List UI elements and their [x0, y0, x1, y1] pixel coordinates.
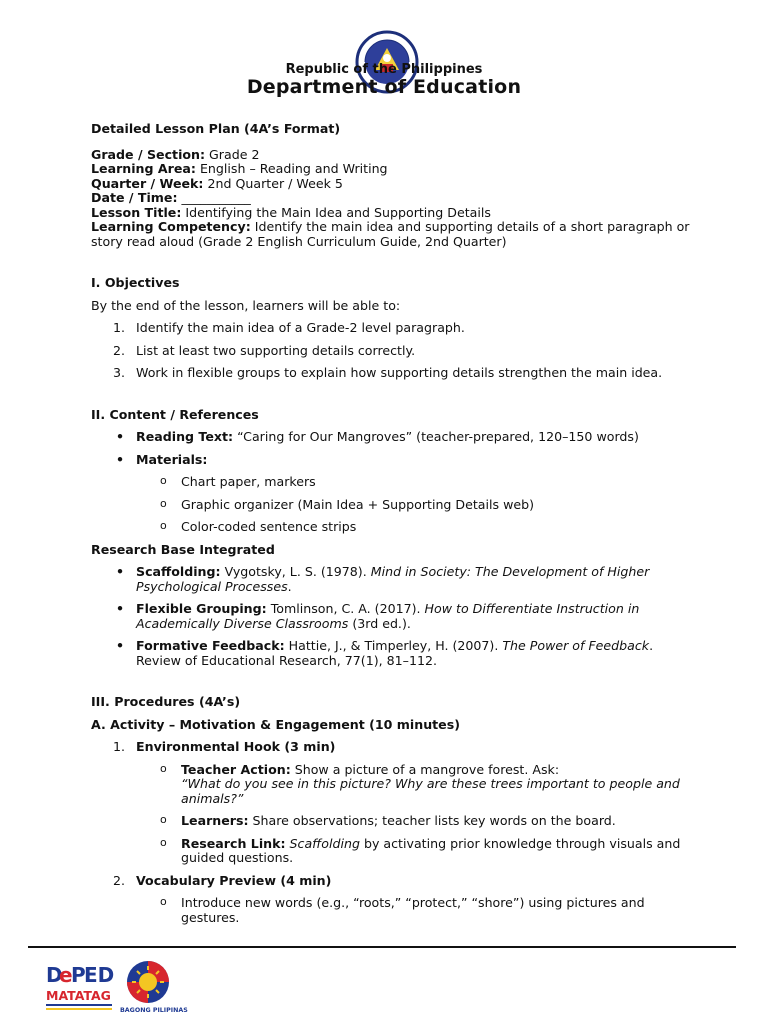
circle-bullet-icon: o [160, 813, 167, 826]
citation-title: Mind in Society: The Development of Higher Psychological Processes [136, 564, 650, 594]
list-item [91, 602, 691, 631]
step-vocabulary-preview [91, 874, 691, 926]
item-text: . Review of Educational Research, 77(1), 81–112. [136, 638, 654, 668]
svg-text:P: P [71, 963, 86, 987]
item-text: Hattie, J., & Timperley, H. (2007). [284, 638, 503, 653]
circle-bullet-icon: o [160, 496, 167, 510]
svg-text:BAGONG PILIPINAS: BAGONG PILIPINAS [120, 1007, 188, 1014]
materials-list [136, 475, 691, 535]
objectives-heading: I. Objectives [91, 275, 180, 290]
research-heading: Research Base Integrated [91, 541, 275, 557]
item-label: Research Link: [181, 835, 286, 851]
meta-value: English – Reading and Writing [195, 161, 388, 176]
research-list [91, 565, 691, 668]
bullet-icon: • [116, 429, 125, 444]
footer-divider [28, 946, 736, 948]
bullet-icon: • [116, 564, 125, 579]
plan-title: Detailed Lesson Plan (4A’s Format) [91, 121, 341, 136]
item-emphasis: Scaffolding [289, 835, 360, 851]
bullet-icon: • [116, 601, 125, 616]
meta-value: Identifying the Main Idea and Supporting Details [181, 204, 491, 220]
meta-label: Grade / Section: [91, 146, 206, 162]
circle-bullet-icon: o [160, 761, 167, 775]
svg-text:MATATAG: MATATAG [46, 988, 111, 1003]
objectives-intro: By the end of the lesson, learners will be able to: [91, 297, 401, 313]
item-label: Scaffolding: [136, 564, 221, 579]
department-heading: Department of Education [246, 76, 522, 98]
item-text: Identify the main idea of a Grade-2 level paragraph. [136, 320, 465, 335]
step-title: Vocabulary Preview (4 min) [136, 872, 332, 888]
step-details [136, 763, 691, 866]
list-item-materials [91, 453, 691, 535]
bullet-icon: • [116, 638, 125, 653]
republic-heading: Republic of the Philippines [285, 62, 483, 77]
lesson-plan-body [91, 122, 691, 933]
item-number: 1. [113, 320, 126, 335]
circle-bullet-icon: o [160, 895, 167, 908]
objectives-list [91, 321, 691, 381]
list-item [136, 837, 691, 866]
item-text: (3rd ed.). [348, 615, 411, 631]
item-text: Chart paper, markers [181, 474, 316, 489]
meta-label: Date / Time: [91, 190, 178, 205]
content-heading: II. Content / References [91, 406, 259, 422]
item-text: Share observations; teacher lists key words on the board. [248, 813, 616, 828]
item-text: Work in flexible groups to explain how supporting details strengthen the main idea. [136, 365, 663, 380]
list-item [91, 565, 691, 594]
meta-label: Learning Area: [91, 161, 196, 176]
item-label: Materials: [136, 451, 208, 467]
item-text: Vygotsky, L. S. (1978). [220, 564, 371, 579]
item-number: 2. [113, 872, 126, 888]
list-item [136, 896, 691, 925]
meta-date-time [91, 191, 691, 206]
list-item [136, 520, 691, 535]
item-label: Formative Feedback: [136, 638, 285, 653]
list-item [136, 475, 691, 490]
content-list [91, 430, 691, 535]
svg-text:e: e [59, 963, 73, 987]
list-item [136, 814, 691, 829]
svg-text:ED: ED [84, 963, 115, 987]
procedures-heading: III. Procedures (4A’s) [91, 694, 241, 709]
bagong-pilipinas-logo [118, 958, 190, 1014]
meta-value: Grade 2 [205, 146, 260, 162]
item-text: List at least two supporting details correctly. [136, 342, 416, 358]
item-text: by activating prior knowledge through visuals and guided questions. [181, 835, 681, 865]
list-item-reading-text [91, 430, 691, 445]
list-item [136, 498, 691, 513]
meta-label: Lesson Title: [91, 204, 182, 220]
item-text: . [287, 578, 292, 594]
item-label: Learners: [181, 813, 249, 828]
circle-bullet-icon: o [160, 474, 167, 487]
meta-block [91, 148, 691, 250]
procedure-steps [91, 740, 691, 925]
list-item [91, 344, 691, 359]
item-text: Show a picture of a mangrove forest. Ask: [290, 761, 560, 777]
item-text: Color-coded sentence strips [181, 519, 357, 534]
meta-label: Learning Competency: [91, 219, 251, 234]
list-item [91, 321, 691, 336]
list-item [91, 639, 691, 668]
item-label: Reading Text: [136, 429, 234, 444]
item-number: 2. [113, 342, 126, 358]
meta-label: Quarter / Week: [91, 175, 204, 191]
step-details [136, 896, 691, 925]
item-text: Tomlinson, C. A. (2017). [266, 601, 425, 616]
deped-matatag-logo [40, 958, 120, 1014]
meta-value: Identify the main idea and supporting details of a short paragraph or story read aloud (Grade 2 English Curriculum Guide, 2nd Quarter) [91, 219, 690, 249]
list-item [136, 763, 691, 807]
item-text: Graphic organizer (Main Idea + Supporting Details web) [181, 496, 535, 512]
item-number: 3. [113, 365, 126, 380]
item-number: 1. [113, 739, 126, 754]
step-environmental-hook [91, 740, 691, 866]
list-item [91, 366, 691, 381]
item-label: Flexible Grouping: [136, 601, 267, 616]
citation-title: The Power of Feedback [502, 638, 650, 653]
meta-value: ___________ [177, 190, 251, 205]
meta-lesson-title [91, 206, 691, 221]
meta-grade-section [91, 148, 691, 163]
activity-heading: A. Activity – Motivation & Engagement (10 minutes) [91, 716, 460, 732]
circle-bullet-icon: o [160, 519, 167, 532]
meta-quarter-week [91, 177, 691, 192]
meta-learning-competency [91, 220, 691, 249]
teacher-question: “What do you see in this picture? Why are these trees important to people and animals?” [181, 776, 680, 806]
step-title: Environmental Hook (3 min) [136, 739, 336, 754]
meta-learning-area [91, 162, 691, 177]
meta-value: 2nd Quarter / Week 5 [203, 175, 343, 191]
citation-title: How to Differentiate Instruction in Academically Diverse Classrooms [136, 601, 640, 631]
svg-text:D: D [46, 963, 63, 987]
circle-bullet-icon: o [160, 835, 167, 849]
item-label: Teacher Action: [181, 761, 291, 777]
bullet-icon: • [116, 451, 125, 467]
item-text: Introduce new words (e.g., “roots,” “protect,” “shore”) using pictures and gestures. [181, 895, 645, 925]
item-text: “Caring for Our Mangroves” (teacher-prepared, 120–150 words) [233, 429, 639, 444]
